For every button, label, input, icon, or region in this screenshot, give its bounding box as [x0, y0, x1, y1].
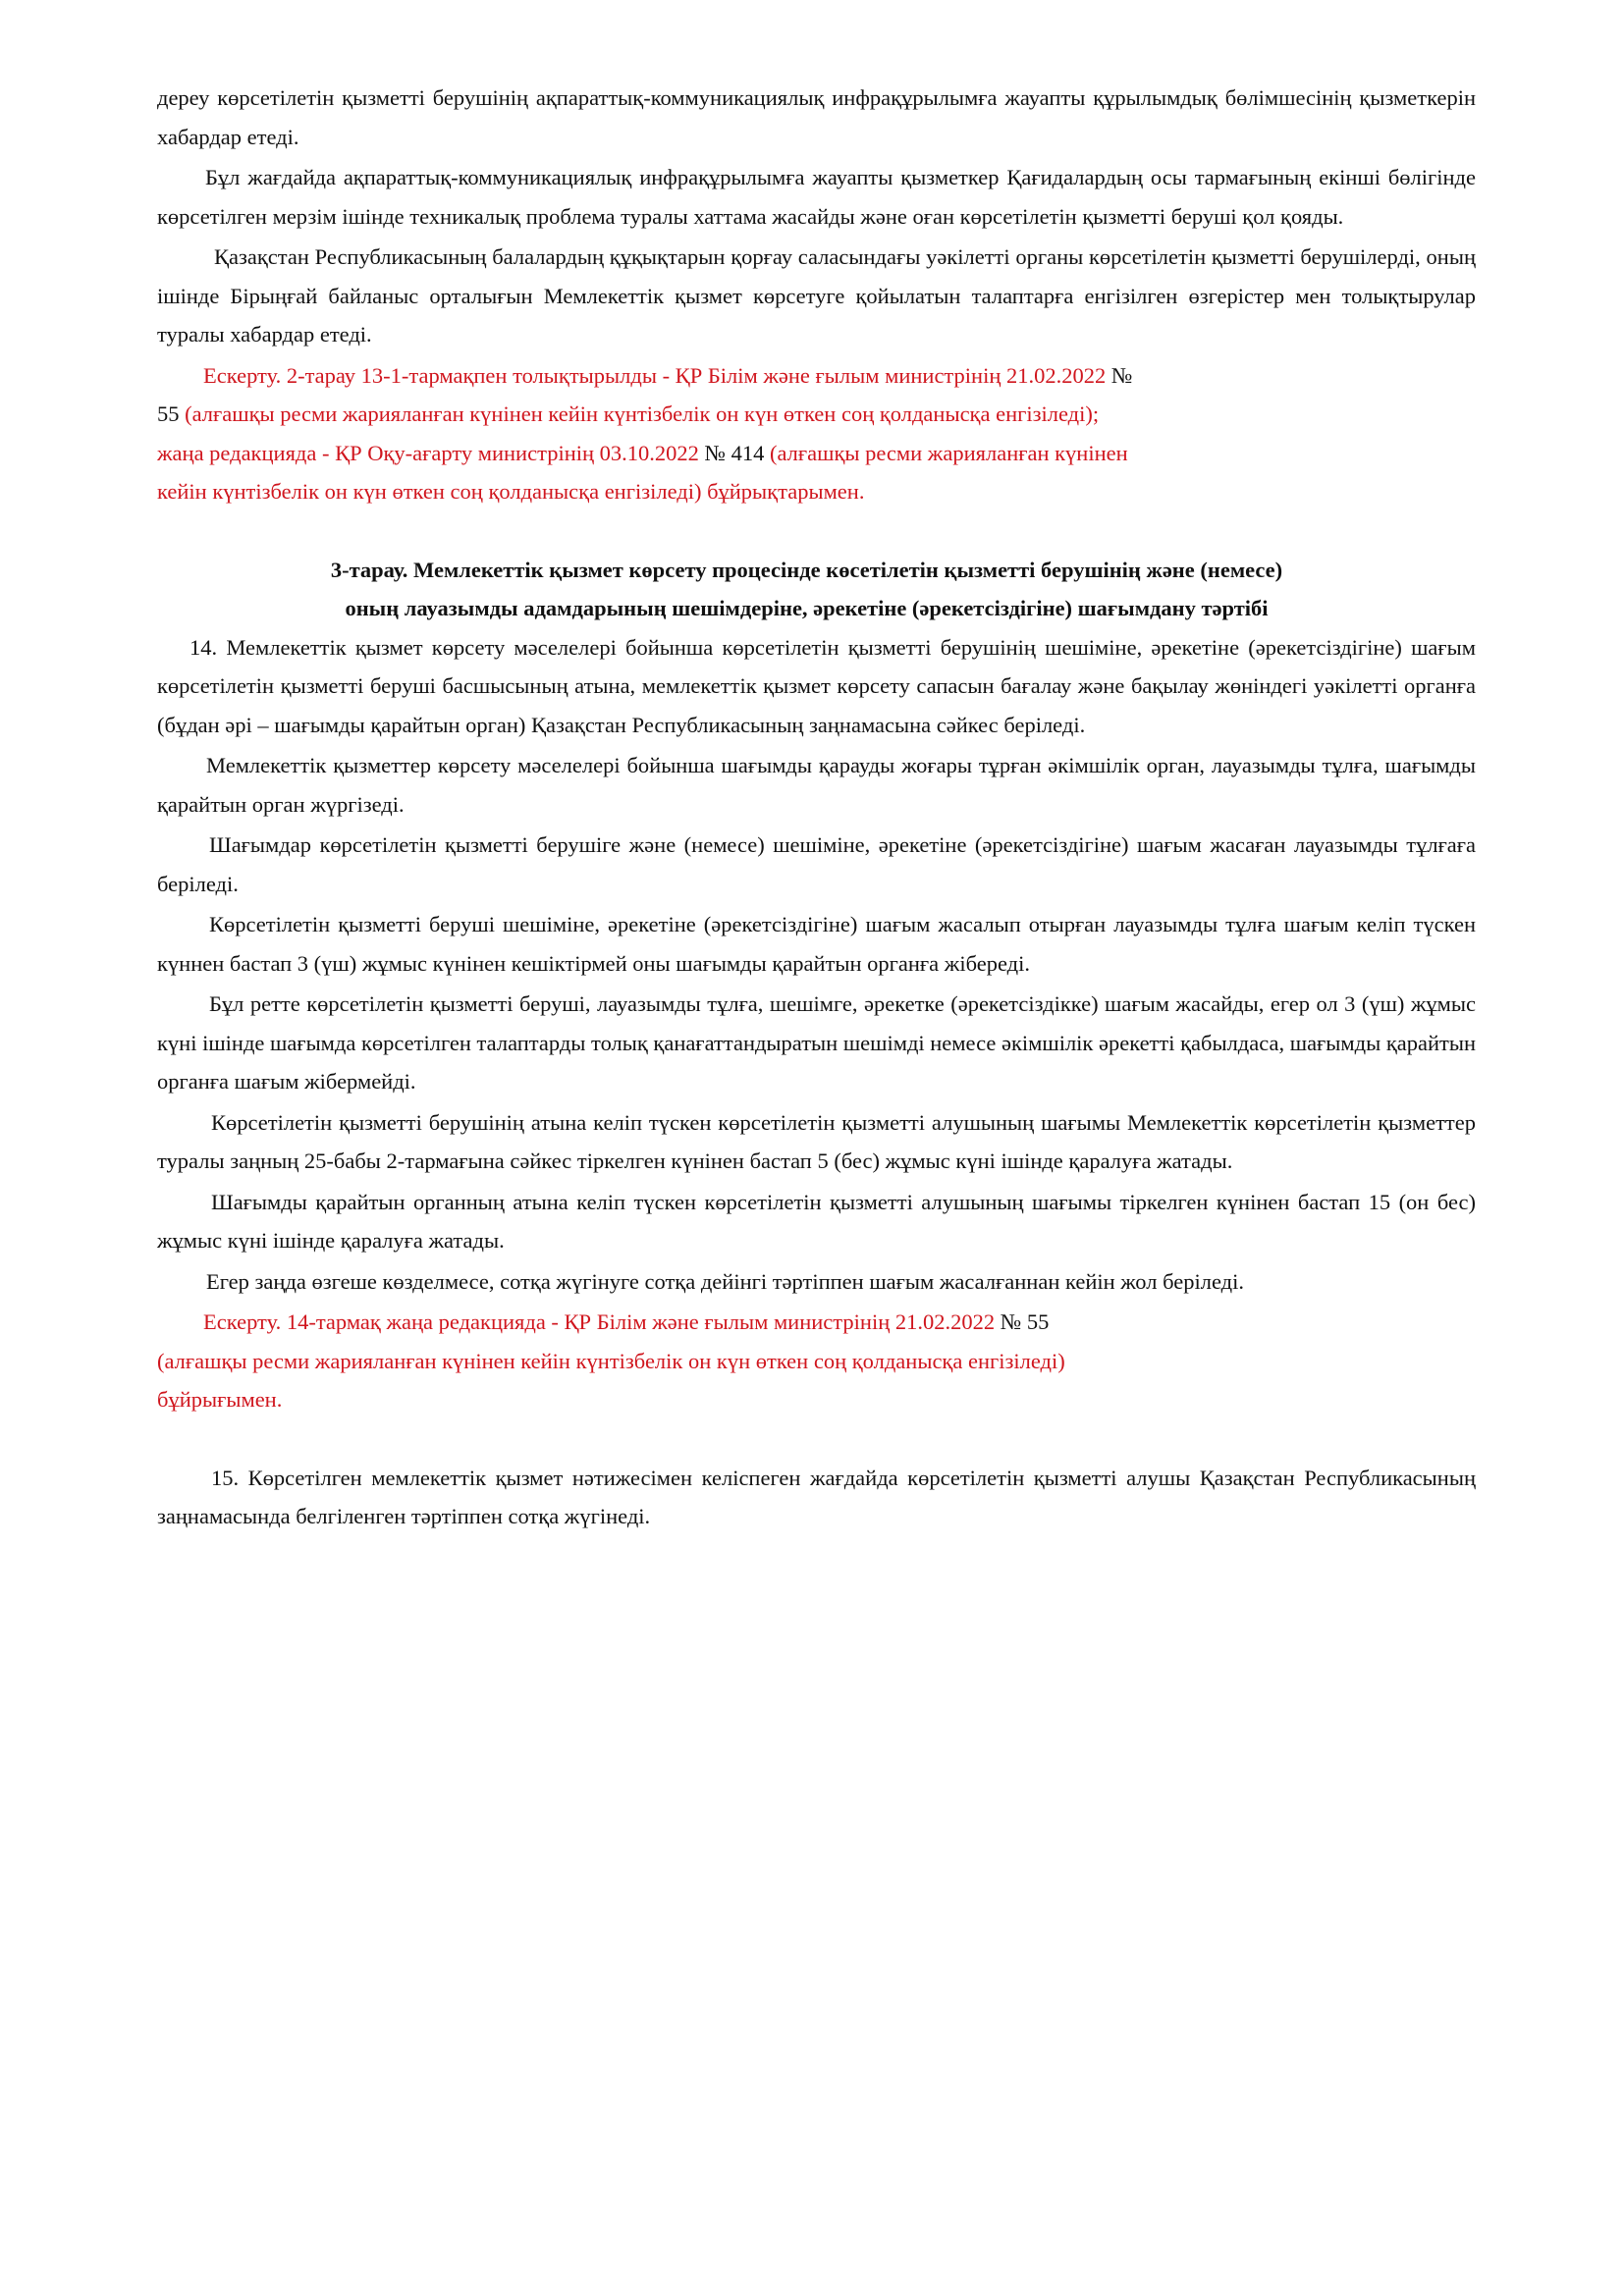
note-text: Ескерту. 2-тарау 13-1-тармақпен толықтырылды - ҚР Білім және ғылым министрінің 21.02.2022 [203, 362, 1111, 388]
paragraph-court-appeal: Егер заңда өзгеше көзделмесе, сотқа жүгінуге сотқа дейінгі тәртіппен шағым жасалғаннан кейін жол беріледі. [206, 1268, 1244, 1294]
order-number: № 414 [704, 440, 765, 465]
note-text: Ескерту. 14-тармақ жаңа редакцияда - ҚР Білім және ғылым министрінің 21.02.2022 [203, 1309, 1001, 1334]
amendment-note-paragraph-14 [157, 1303, 1476, 1419]
note-line [157, 472, 1476, 511]
heading-line-1: 3-тарау. Мемлекеттік қызмет көрсету процесінде көсетілетін қызметті берушінің және (немесе) [330, 557, 1283, 582]
order-number: 55 [157, 401, 186, 426]
note-text: кейін күнтізбелік он күн өткен соң қолданысқа енгізіледі) бұйрықтарымен. [157, 479, 865, 504]
note-line [157, 1303, 1476, 1342]
paragraph-14: 14. Мемлекеттік қызмет көрсету мәселелері бойынша көрсетілетін қызметті берушінің шешіміне, әрекетіне (әрекетсіздігіне) шағым көрсетілетін қызметті беруші басшысының атына, мемлекеттік қызмет көрсету сапасын бағалау және бақылау жөніндегі уәкілетті органға (бұдан әрі – шағымды қарайтын орган) Қазақстан Республикасының заңнамасына сәйкес беріледі. [157, 634, 1476, 737]
paragraph-technical-problem-protocol: Бұл жағдайда ақпараттық-коммуникациялық инфрақұрылымға жауапты қызметкер Қағидалардың осы тармағының екінші бөлігінде көрсетілген мерзім ішінде техникалық проблема туралы хаттама жасайды және оған көрсетілетін қызметті беруші қол қояды. [157, 165, 1476, 229]
note-line [157, 356, 1476, 396]
order-number: № 55 [1000, 1309, 1050, 1334]
note-line [157, 1380, 1476, 1419]
note-text: (алғашқы ресми жарияланған күнінен кейін күнтізбелік он күн өткен соң қолданысқа енгізіледі); [185, 401, 1100, 426]
paragraph-continuation: дереу көрсетілетін қызметті берушінің ақпараттық-коммуникациялық инфрақұрылымға жауапты құрылымдық бөлімшесінің қызметкерін хабардар етеді. [157, 85, 1476, 149]
amendment-note-chapter-2 [157, 356, 1476, 511]
note-text: (алғашқы ресми жарияланған күнінен кейін күнтізбелік он күн өткен соң қолданысқа енгізіледі) [157, 1348, 1065, 1373]
paragraph-provider-review-term: Көрсетілетін қызметті берушінің атына келіп түскен көрсетілетін қызметті алушының шағымы Мемлекеттік көрсетілетін қызметтер туралы заңның 25-бабы 2-тармағына сәйкес тіркелген күнінен бастап 5 (бес) жұмыс күні ішінде қаралуға жатады. [157, 1109, 1476, 1173]
document-page [157, 79, 1476, 1538]
number-sign: № [1110, 362, 1133, 388]
paragraph-body-review-term: Шағымды қарайтын органның атына келіп түскен көрсетілетін қызметті алушының шағымы тіркелген күнінен бастап 15 (он бес) жұмыс күні ішінде қаралуға жатады. [157, 1189, 1476, 1253]
paragraph-complaint-submission: Шағымдар көрсетілетін қызметті берушіге және (немесе) шешіміне, әрекетіне (әрекетсіздігіне) шағым жасаған лауазымды тұлғаға беріледі. [157, 832, 1476, 896]
paragraph-complaint-exception: Бұл ретте көрсетілетін қызметті беруші, лауазымды тұлға, шешімге, әрекетке (әрекетсіздікке) шағым жасайды, егер ол 3 (үш) жұмыс күні ішінде шағымда көрсетілген талаптарды толық қанағаттандыратын шешімді немесе әкімшілік әрекетті қабылдаса, шағымды қарайтын органға шағым жібермейді. [157, 991, 1477, 1094]
paragraph-complaint-forwarding: Көрсетілетін қызметті беруші шешіміне, әрекетіне (әрекетсіздігіне) шағым жасалып отырған лауазымды тұлға шағым келіп түскен күннен бастап 3 (үш) жұмыс күнінен кешіктірмей оны шағымды қарайтын органға жібереді. [157, 912, 1476, 976]
note-text: (алғашқы ресми жарияланған күнінен [764, 440, 1128, 465]
note-text: жаңа редакцияда - ҚР Оқу-ағарту министрінің 03.10.2022 [157, 440, 705, 465]
note-line [157, 395, 1476, 434]
paragraph-15: 15. Көрсетілген мемлекеттік қызмет нәтижесімен келіспеген жағдайда көрсетілетін қызметті алушы Қазақстан Республикасының заңнамасында белгіленген тәртіппен сотқа жүгінеді. [157, 1465, 1476, 1528]
heading-line-2: оның лауазымды адамдарының шешімдеріне, әрекетіне (әрекетсіздігіне) шағымдану тәртібі [345, 596, 1269, 620]
blank-line [157, 1419, 1476, 1459]
note-line [157, 1342, 1476, 1381]
paragraph-authorized-body-notice: Қазақстан Республикасының балалардың құқықтарын қорғау саласындағы уәкілетті органы көрсетілетін қызметті берушілерді, оның ішінде Бірыңғай байланыс орталығын Мемлекеттік қызмет көрсетуге қойылатын талаптарға енгізілген өзгерістер мен толықтырулар туралы хабардар етеді. [157, 244, 1476, 347]
note-text: бұйрығымен. [157, 1387, 283, 1412]
paragraph-complaint-review: Мемлекеттік қызметтер көрсету мәселелері бойынша шағымды қарауды жоғары тұрған әкімшілік орган, лауазымды тұлға, шағымды қарайтын орган жүргізеді. [157, 753, 1476, 817]
section-heading-chapter-3 [157, 551, 1476, 628]
note-line [157, 434, 1476, 473]
